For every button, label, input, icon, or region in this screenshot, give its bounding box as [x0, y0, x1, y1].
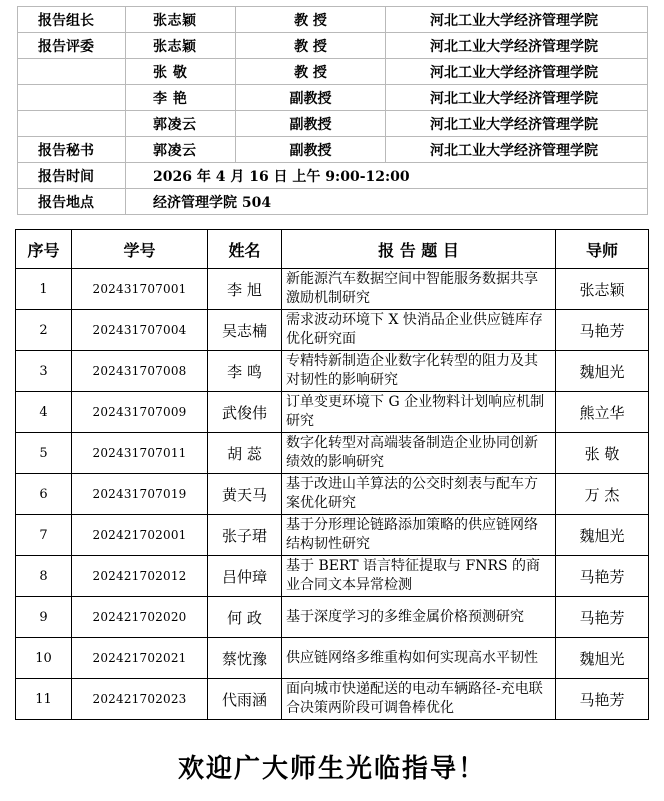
cell-student-id: 202431707019 — [72, 474, 208, 515]
cell-advisor: 张志颖 — [556, 269, 649, 310]
cell-student-id: 202421702001 — [72, 515, 208, 556]
committee-row — [18, 111, 648, 137]
cell-topic: 供应链网络多维重构如何实现高水平韧性 — [282, 638, 556, 679]
cell-student-id: 202431707009 — [72, 392, 208, 433]
table-row — [16, 433, 649, 474]
report-place-row — [18, 189, 648, 215]
cell-no: 11 — [16, 679, 72, 720]
committee-title: 教 授 — [236, 7, 386, 33]
cell-name: 代雨涵 — [208, 679, 282, 720]
cell-name: 李 旭 — [208, 269, 282, 310]
report-time-row — [18, 163, 648, 189]
cell-advisor: 魏旭光 — [556, 351, 649, 392]
cell-topic: 数字化转型对高端装备制造企业协同创新绩效的影响研究 — [282, 433, 556, 474]
cell-name: 李 鸣 — [208, 351, 282, 392]
committee-institution: 河北工业大学经济管理学院 — [386, 111, 648, 137]
committee-name: 张志颖 — [126, 33, 236, 59]
cell-name: 何 政 — [208, 597, 282, 638]
cell-name: 胡 蕊 — [208, 433, 282, 474]
committee-role — [18, 111, 126, 137]
cell-no: 3 — [16, 351, 72, 392]
committee-institution: 河北工业大学经济管理学院 — [386, 7, 648, 33]
cell-topic: 订单变更环境下 G 企业物料计划响应机制研究 — [282, 392, 556, 433]
committee-row — [18, 137, 648, 163]
header-advisor: 导师 — [556, 230, 649, 269]
cell-name: 黄天马 — [208, 474, 282, 515]
table-row — [16, 679, 649, 720]
committee-row — [18, 85, 648, 111]
committee-title: 教 授 — [236, 33, 386, 59]
cell-no: 4 — [16, 392, 72, 433]
cell-advisor: 张 敬 — [556, 433, 649, 474]
cell-no: 7 — [16, 515, 72, 556]
cell-topic: 基于改进山羊算法的公交时刻表与配车方案优化研究 — [282, 474, 556, 515]
table-row — [16, 392, 649, 433]
committee-name: 张志颖 — [126, 7, 236, 33]
committee-role: 报告秘书 — [18, 137, 126, 163]
cell-student-id: 202421702021 — [72, 638, 208, 679]
cell-advisor: 魏旭光 — [556, 638, 649, 679]
report-place-label: 报告地点 — [18, 189, 126, 215]
committee-institution: 河北工业大学经济管理学院 — [386, 137, 648, 163]
committee-name: 李 艳 — [126, 85, 236, 111]
table-row — [16, 515, 649, 556]
cell-name: 张子珺 — [208, 515, 282, 556]
cell-topic: 基于 BERT 语言特征提取与 FNRS 的商业合同文本异常检测 — [282, 556, 556, 597]
committee-role: 报告组长 — [18, 7, 126, 33]
committee-title: 副教授 — [236, 137, 386, 163]
committee-role — [18, 59, 126, 85]
committee-row — [18, 7, 648, 33]
committee-title: 教 授 — [236, 59, 386, 85]
report-time-label: 报告时间 — [18, 163, 126, 189]
table-header-row — [16, 230, 649, 269]
committee-title: 副教授 — [236, 85, 386, 111]
report-place-value: 经济管理学院 504 — [126, 189, 648, 215]
cell-student-id: 202421702012 — [72, 556, 208, 597]
cell-name: 武俊伟 — [208, 392, 282, 433]
cell-student-id: 202431707001 — [72, 269, 208, 310]
cell-topic: 面向城市快递配送的电动车辆路径-充电联合决策两阶段可调鲁棒优化 — [282, 679, 556, 720]
committee-name: 郭凌云 — [126, 111, 236, 137]
cell-topic: 专精特新制造企业数字化转型的阻力及其对韧性的影响研究 — [282, 351, 556, 392]
header-topic: 报 告 题 目 — [282, 230, 556, 269]
committee-row — [18, 33, 648, 59]
students-table — [15, 229, 649, 720]
header-student-id: 学号 — [72, 230, 208, 269]
committee-role: 报告评委 — [18, 33, 126, 59]
cell-student-id: 202421702020 — [72, 597, 208, 638]
committee-institution: 河北工业大学经济管理学院 — [386, 59, 648, 85]
table-row — [16, 269, 649, 310]
cell-advisor: 熊立华 — [556, 392, 649, 433]
cell-no: 8 — [16, 556, 72, 597]
cell-no: 6 — [16, 474, 72, 515]
cell-name: 蔡忱豫 — [208, 638, 282, 679]
table-row — [16, 474, 649, 515]
cell-topic: 基于分形理论链路添加策略的供应链网络结构韧性研究 — [282, 515, 556, 556]
committee-institution: 河北工业大学经济管理学院 — [386, 85, 648, 111]
cell-student-id: 202421702023 — [72, 679, 208, 720]
committee-row — [18, 59, 648, 85]
cell-advisor: 马艳芳 — [556, 597, 649, 638]
cell-student-id: 202431707004 — [72, 310, 208, 351]
cell-no: 10 — [16, 638, 72, 679]
cell-advisor: 马艳芳 — [556, 310, 649, 351]
cell-advisor: 马艳芳 — [556, 679, 649, 720]
cell-no: 9 — [16, 597, 72, 638]
committee-institution: 河北工业大学经济管理学院 — [386, 33, 648, 59]
cell-topic: 基于深度学习的多维金属价格预测研究 — [282, 597, 556, 638]
table-row — [16, 310, 649, 351]
cell-student-id: 202431707011 — [72, 433, 208, 474]
header-name: 姓名 — [208, 230, 282, 269]
cell-name: 吴志楠 — [208, 310, 282, 351]
welcome-message: 欢迎广大师生光临指导！ — [177, 754, 486, 784]
cell-name: 吕仲璋 — [208, 556, 282, 597]
committee-name: 张 敬 — [126, 59, 236, 85]
cell-no: 1 — [16, 269, 72, 310]
cell-topic: 需求波动环境下 X 快消品企业供应链库存优化研究面 — [282, 310, 556, 351]
committee-name: 郭凌云 — [126, 137, 236, 163]
committee-role — [18, 85, 126, 111]
committee-title: 副教授 — [236, 111, 386, 137]
cell-topic: 新能源汽车数据空间中智能服务数据共享激励机制研究 — [282, 269, 556, 310]
committee-table — [17, 6, 648, 215]
report-time-value: 2026 年 4 月 16 日 上午 9:00-12:00 — [126, 163, 648, 189]
cell-no: 2 — [16, 310, 72, 351]
cell-advisor: 马艳芳 — [556, 556, 649, 597]
header-no: 序号 — [16, 230, 72, 269]
cell-no: 5 — [16, 433, 72, 474]
cell-student-id: 202431707008 — [72, 351, 208, 392]
table-row — [16, 638, 649, 679]
table-row — [16, 597, 649, 638]
table-row — [16, 556, 649, 597]
cell-advisor: 魏旭光 — [556, 515, 649, 556]
cell-advisor: 万 杰 — [556, 474, 649, 515]
table-row — [16, 351, 649, 392]
